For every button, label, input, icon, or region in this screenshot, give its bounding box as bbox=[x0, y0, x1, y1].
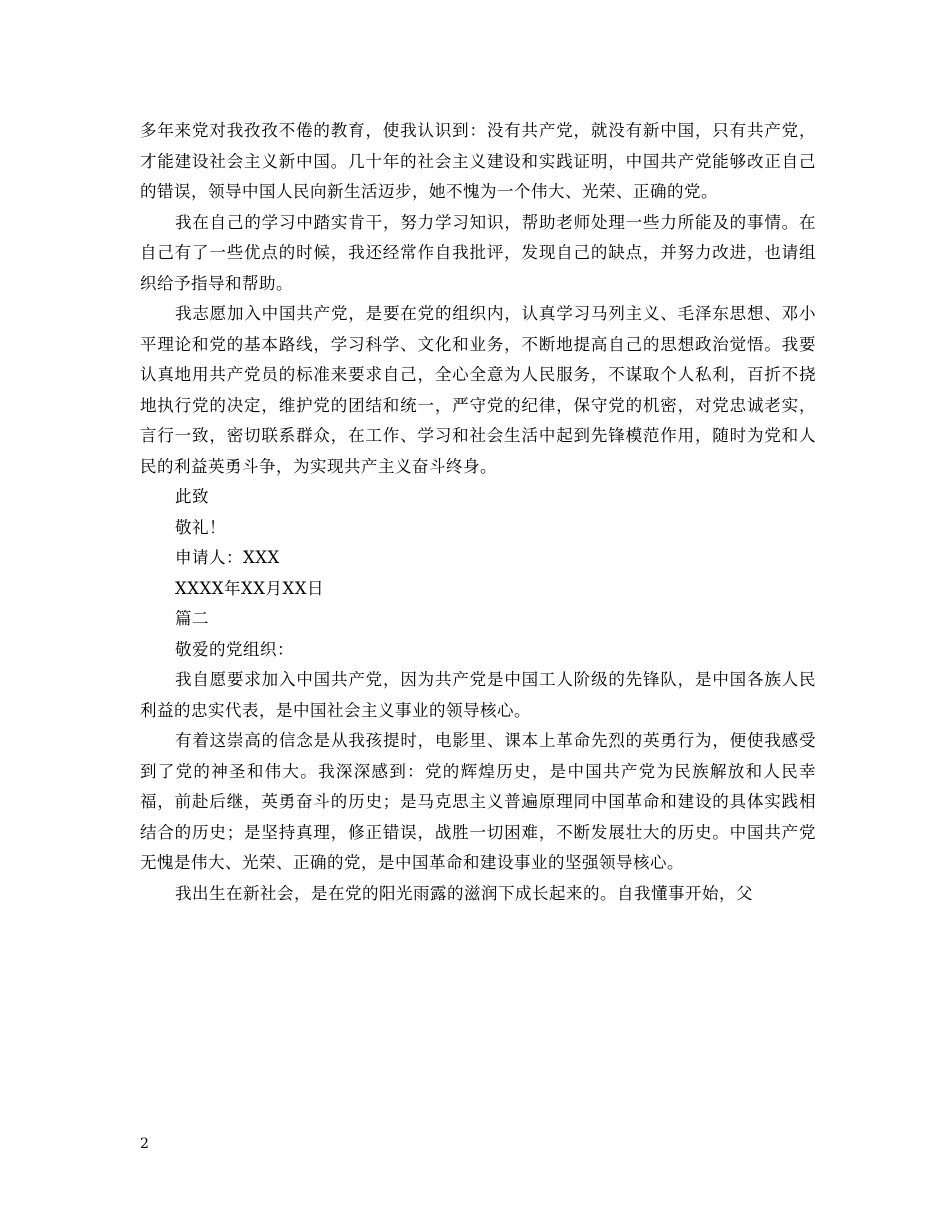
applicant-line: 申请人：XXX bbox=[175, 548, 280, 567]
paragraph: 我志愿加入中国共产党，是要在党的组织内，认真学习马列主义、毛泽东思想、邓小平理论和党的基本路线，学习科学、文化和业务，不断地提高自己的思想政治觉悟。我要认真地用共产党员的标准来要求自己，全心全意为人民服务，不谋取个人私利，百折不挠地执行党的决定，维护党的团结和统一，严守党的纪律，保守党的机密，对党忠诚老实，言行一致，密切联系群众，在工作、学习和社会生活中起到先锋模范作用，随时为党和人民的利益英勇斗争，为实现共产主义奋斗终身。 bbox=[140, 304, 816, 476]
page-number: 2 bbox=[140, 1136, 149, 1152]
closing-salutation: 此致 bbox=[175, 487, 209, 506]
document-body bbox=[140, 116, 816, 909]
section-heading: 篇二 bbox=[175, 609, 209, 628]
paragraph: 我出生在新社会，是在党的阳光雨露的滋润下成长起来的。自我懂事开始，父 bbox=[175, 883, 753, 903]
date-line: XXXX年XX月XX日 bbox=[175, 578, 324, 598]
paragraph: 多年来党对我孜孜不倦的教育，使我认识到：没有共产党，就没有新中国，只有共产党，才能建设社会主义新中国。几十年的社会主义建设和实践证明，中国共产党能够改正自己的错误，领导中国人民向新生活迈步，她不愧为一个伟大、光荣、正确的党。 bbox=[140, 121, 816, 201]
closing-regards: 敬礼！ bbox=[175, 517, 226, 537]
paragraph: 有着这崇高的信念是从我孩提时，电影里、课本上革命先烈的英勇行为，便使我感受到了党的神圣和伟大。我深深感到：党的辉煌历史，是中国共产党为民族解放和人民幸福，前赴后继，英勇奋斗的历史；是马克思主义普遍原理同中国革命和建设的具体实践相结合的历史；是坚持真理，修正错误，战胜一切困难，不断发展壮大的历史。中国共产党无愧是伟大、光荣、正确的党，是中国革命和建设事业的坚强领导核心。 bbox=[140, 731, 816, 872]
paragraph: 我自愿要求加入中国共产党，因为共产党是中国工人阶级的先锋队，是中国各族人民利益的忠实代表，是中国社会主义事业的领导核心。 bbox=[140, 670, 816, 720]
letter-greeting: 敬爱的党组织： bbox=[175, 639, 294, 659]
paragraph: 我在自己的学习中踏实肯干，努力学习知识，帮助老师处理一些力所能及的事情。在自己有了一些优点的时候，我还经常作自我批评，发现自己的缺点，并努力改进，也请组织给予指导和帮助。 bbox=[140, 212, 816, 293]
